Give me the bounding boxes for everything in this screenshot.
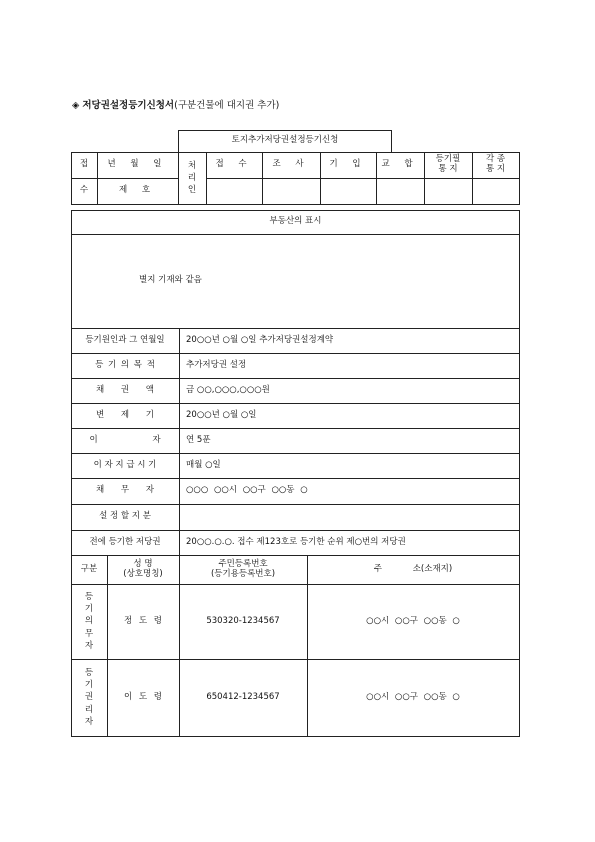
row-value-amount: 금 ○○,○○○,○○○원	[186, 384, 270, 395]
title-bullet-icon: ◈	[72, 100, 80, 111]
parties-name-header: 성 명 (상호명칭)	[123, 558, 163, 579]
form-name: 토지추가저당권설정등기신청	[231, 135, 339, 146]
col-receipt: 접 수	[215, 159, 253, 170]
row-label-debtor: 채 무 자	[95, 485, 155, 496]
row-label-amount: 채 권 액	[95, 384, 155, 395]
row-label-interest: 이 자	[89, 434, 161, 445]
row-value-prior: 20○○.○.○. 접수 제123호로 등기한 순위 제○번의 저당권	[186, 536, 406, 547]
row-label-prior: 전에 등기한 저당권	[89, 536, 161, 547]
document-title	[72, 97, 279, 111]
row-value-share	[180, 504, 519, 530]
row-value-interest-time: 매월 ○일	[186, 459, 221, 470]
party-name-obligor: 정 도 령	[123, 615, 163, 626]
party-address-obligor: ○○시 ○○구 ○○동 ○	[366, 615, 460, 626]
col-notice: 등기필 통 지	[435, 154, 461, 174]
row-label-share: 설 정 할 지 분	[99, 511, 151, 522]
party-id-holder: 650412-1234567	[206, 691, 280, 702]
row-value-interest: 연 5푼	[186, 434, 211, 445]
party-role-holder: 등 기 권 리 자	[84, 667, 94, 727]
row-label-purpose: 등 기 의 목 적	[95, 359, 155, 370]
col-verify: 교 합	[381, 159, 419, 170]
number-label: 제 호	[118, 185, 157, 196]
row-value-purpose: 추가저당권 설정	[186, 359, 247, 370]
property-content: 별지 기재와 같음	[139, 275, 202, 286]
row-value-due: 20○○년 ○월 ○일	[186, 409, 257, 420]
row-label-due: 변 제 기	[95, 409, 155, 420]
reception-label-bottom: 수	[79, 185, 89, 196]
party-name-holder: 이 도 령	[123, 691, 163, 702]
col-investigation: 조 사	[272, 159, 310, 170]
row-label-cause: 등기원인과 그 연월일	[85, 334, 165, 345]
row-value-debtor: ○○○ ○○시 ○○구 ○○동 ○	[186, 485, 308, 496]
parties-division-header: 구분	[80, 563, 98, 574]
property-heading: 부동산의 표시	[269, 216, 322, 227]
party-address-holder: ○○시 ○○구 ○○동 ○	[366, 691, 460, 702]
col-various: 각 종 통 지	[485, 154, 506, 174]
row-value-cause: 20○○년 ○월 ○일 추가저당권설정계약	[186, 334, 334, 345]
title-main: 저당권설정등기신청서	[82, 100, 175, 111]
col-entry: 기 입	[329, 159, 367, 170]
parties-address-header: 주 소(소재지)	[373, 563, 453, 574]
parties-id-header: 주민등록번호 (등기용등록번호)	[210, 558, 276, 579]
row-label-interest-time: 이 자 지 급 시 기	[93, 459, 157, 470]
party-id-obligor: 530320-1234567	[206, 615, 280, 626]
party-role-obligor: 등 기 의 무 자	[84, 591, 94, 651]
title-sub: (구분건물에 대지권 추가)	[174, 100, 280, 111]
reception-label-top: 접	[79, 159, 89, 170]
processor-label: 처 리 인	[187, 160, 197, 196]
date-label: 년 월 일	[107, 159, 168, 170]
